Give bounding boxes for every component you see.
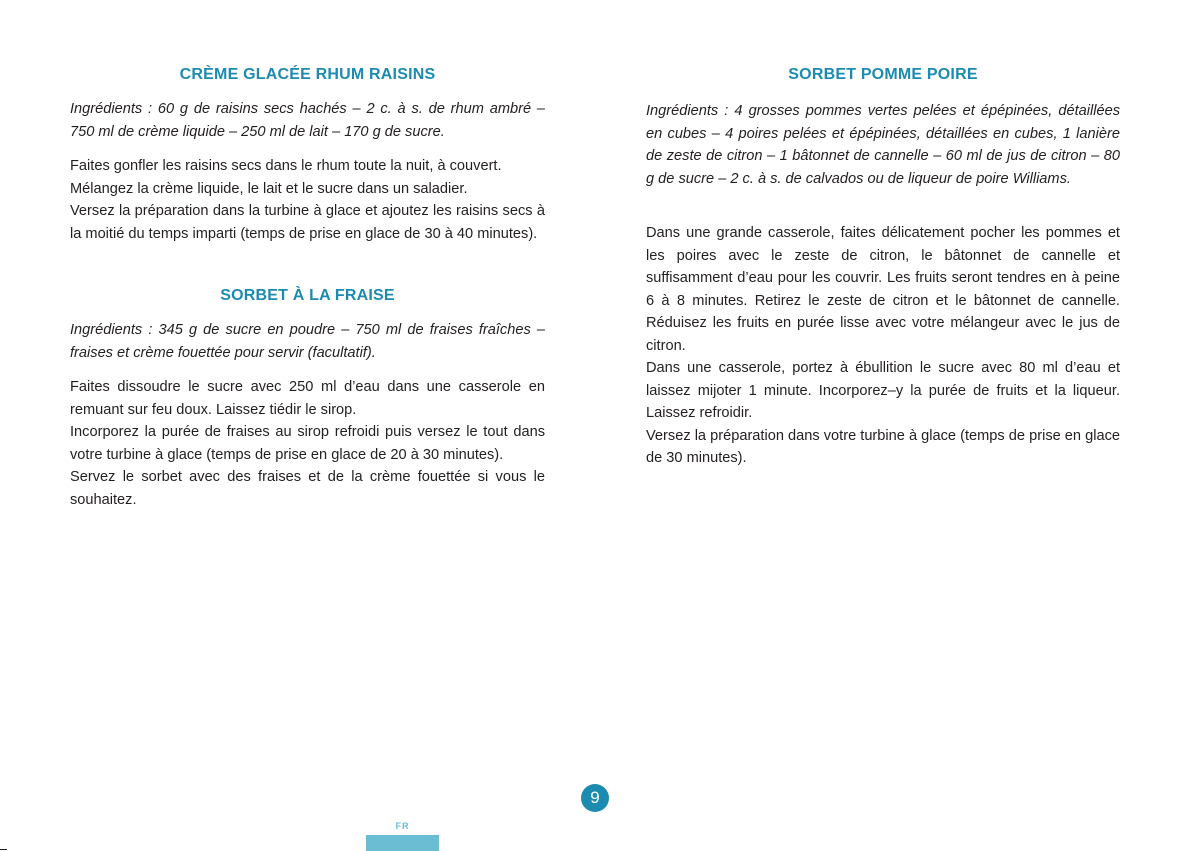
recipe-step: Incorporez la purée de fraises au sirop refroidi puis versez le tout dans votre turbine à glace (temps de prise en glace de 20 à 30 minutes).: [70, 424, 545, 463]
recipe-step: Faites dissoudre le sucre avec 250 ml d’eau dans une casserole en remuant sur feu doux. Laissez tiédir le sirop.: [70, 379, 545, 418]
recipe-step: Faites gonfler les raisins secs dans le rhum toute la nuit, à couvert.: [70, 158, 502, 174]
recipe-step: Versez la préparation dans votre turbine à glace (temps de prise en glace de 30 minutes).: [646, 427, 1120, 466]
language-label: FR: [395, 821, 410, 831]
page-number-badge: 9: [581, 784, 609, 812]
recipe-step: Servez le sorbet avec des fraises et de la crème fouettée si vous le souhaitez.: [70, 469, 545, 508]
recipe-ingredients: Ingrédients : 60 g de raisins secs hachés – 2 c. à s. de rhum ambré – 750 ml de crème liquide – 250 ml de lait – 170 g de sucre.: [70, 101, 545, 140]
recipe-steps: [70, 155, 545, 245]
crop-mark: [0, 849, 7, 850]
recipe-step: Dans une casserole, portez à ébullition le sucre avec 80 ml d’eau et laissez mijoter 1 minute. Incorporez–y la purée de fruits et la liqueur. Laissez refroidir.: [646, 360, 1120, 421]
recipe-title-creme-glacee-rhum-raisins: CRÈME GLACÉE RHUM RAISINS: [179, 66, 436, 83]
recipe-step: Mélangez la crème liquide, le lait et le sucre dans un saladier.: [70, 180, 468, 197]
recipe-step: Versez la préparation dans la turbine à glace et ajoutez les raisins secs à la moitié du temps imparti (temps de prise en glace de 30 à 40 minutes).: [70, 203, 545, 242]
recipe-step: Dans une grande casserole, faites délicatement pocher les pommes et les poires avec le zeste de citron, le bâtonnet de cannelle et suffisamment d’eau pour les couvrir. Les fruits seront tendres en à peine 6 à 8 minutes. Retirez le zeste de citron et le bâtonnet de cannelle. Réduisez les fruits en purée lisse avec votre mélangeur avec le jus de citron.: [646, 225, 1120, 354]
recipe-steps: [646, 222, 1120, 470]
recipe-title-sorbet-pomme-poire: SORBET POMME POIRE: [788, 66, 978, 83]
recipe-title-sorbet-fraise: SORBET À LA FRAISE: [220, 287, 395, 304]
recipe-steps: [70, 376, 545, 511]
language-tab-bar: [366, 835, 439, 851]
recipe-ingredients: Ingrédients : 345 g de sucre en poudre – 750 ml de fraises fraîches – fraises et crème fouettée pour servir (facultatif).: [70, 322, 545, 361]
recipe-ingredients: Ingrédients : 4 grosses pommes vertes pelées et épépinées, détaillées en cubes – 4 poires pelées et épépinées, détaillées en cubes, 1 lanière de zeste de citron – 1 bâtonnet de cannelle – 60 ml de jus de citron – 80 g de sucre – 2 c. à s. de calvados ou de liqueur de poire Williams.: [646, 103, 1120, 187]
